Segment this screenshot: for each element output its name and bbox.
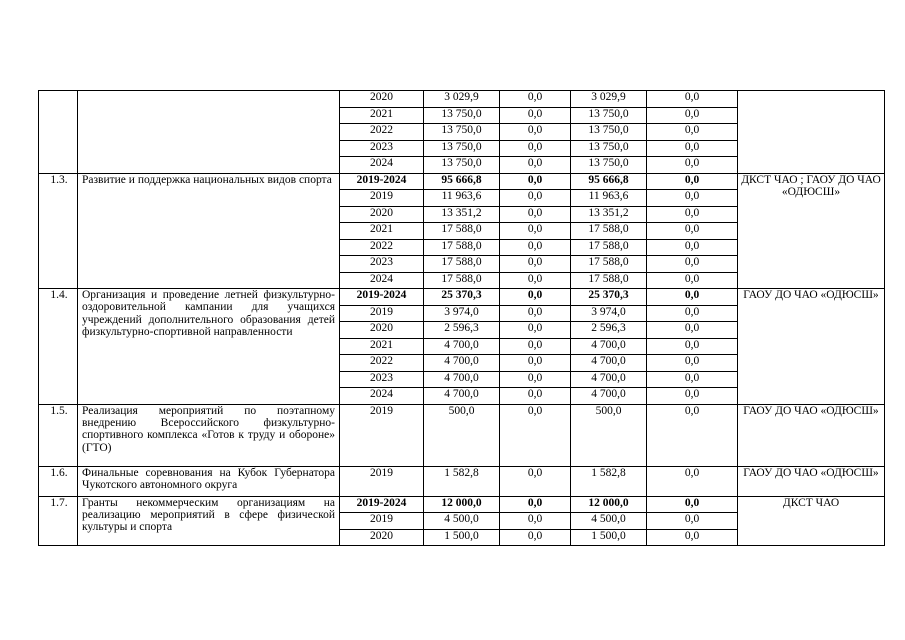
cell-federal: 0,0 xyxy=(500,223,571,240)
cell-year: 2022 xyxy=(340,239,424,256)
cell-total: 17 588,0 xyxy=(424,256,500,273)
cell-year: 2019-2024 xyxy=(340,496,424,513)
cell-federal: 0,0 xyxy=(500,322,571,339)
cell-year: 2019 xyxy=(340,404,424,466)
cell-responsible: ДКСТ ЧАО ; ГАОУ ДО ЧАО «ОДЮСШ» xyxy=(738,173,885,289)
cell-total: 2 596,3 xyxy=(424,322,500,339)
cell-federal: 0,0 xyxy=(500,305,571,322)
cell-other: 0,0 xyxy=(647,305,738,322)
cell-total: 17 588,0 xyxy=(424,223,500,240)
cell-year: 2022 xyxy=(340,355,424,372)
cell-activity-name: Развитие и поддержка национальных видов спорта xyxy=(78,173,340,289)
cell-federal: 0,0 xyxy=(500,388,571,405)
table-row xyxy=(39,289,885,306)
cell-federal: 0,0 xyxy=(500,466,571,496)
table-row xyxy=(39,173,885,190)
cell-total: 1 500,0 xyxy=(424,529,500,546)
cell-total: 13 750,0 xyxy=(424,124,500,141)
cell-other: 0,0 xyxy=(647,529,738,546)
cell-year: 2024 xyxy=(340,272,424,289)
cell-year: 2023 xyxy=(340,371,424,388)
cell-number: 1.5. xyxy=(39,404,78,466)
cell-regional: 13 351,2 xyxy=(571,206,647,223)
cell-activity-name: Реализация мероприятий по поэтапному внедрению Всероссийского физкультурно-спортивного комплекса «Готов к труду и обороне» (ГТО) xyxy=(78,404,340,466)
cell-federal: 0,0 xyxy=(500,124,571,141)
cell-year: 2019 xyxy=(340,305,424,322)
cell-year: 2020 xyxy=(340,206,424,223)
cell-federal: 0,0 xyxy=(500,404,571,466)
cell-federal: 0,0 xyxy=(500,371,571,388)
cell-total: 4 700,0 xyxy=(424,371,500,388)
cell-activity-name: Финальные соревнования на Кубок Губернатора Чукотского автономного округа xyxy=(78,466,340,496)
table-row xyxy=(39,496,885,513)
cell-year: 2019 xyxy=(340,466,424,496)
cell-year: 2020 xyxy=(340,529,424,546)
cell-other: 0,0 xyxy=(647,513,738,530)
cell-other: 0,0 xyxy=(647,140,738,157)
cell-total: 95 666,8 xyxy=(424,173,500,190)
cell-year: 2022 xyxy=(340,124,424,141)
cell-total: 500,0 xyxy=(424,404,500,466)
cell-total: 12 000,0 xyxy=(424,496,500,513)
cell-year: 2021 xyxy=(340,338,424,355)
cell-total: 4 700,0 xyxy=(424,338,500,355)
cell-number: 1.7. xyxy=(39,496,78,546)
cell-other: 0,0 xyxy=(647,239,738,256)
cell-regional: 13 750,0 xyxy=(571,107,647,124)
cell-total: 13 750,0 xyxy=(424,140,500,157)
cell-other: 0,0 xyxy=(647,173,738,190)
cell-regional: 13 750,0 xyxy=(571,140,647,157)
cell-federal: 0,0 xyxy=(500,206,571,223)
cell-activity-name: Организация и проведение летней физкультурно-оздоровительной кампании для учащихся учреждений дополнительного образования детей физкультурно-спортивной направленности xyxy=(78,289,340,405)
cell-federal: 0,0 xyxy=(500,496,571,513)
cell-year: 2019-2024 xyxy=(340,173,424,190)
cell-total: 13 750,0 xyxy=(424,157,500,174)
cell-total: 3 974,0 xyxy=(424,305,500,322)
cell-regional: 13 750,0 xyxy=(571,157,647,174)
cell-other: 0,0 xyxy=(647,256,738,273)
cell-other: 0,0 xyxy=(647,388,738,405)
cell-total: 25 370,3 xyxy=(424,289,500,306)
cell-federal: 0,0 xyxy=(500,355,571,372)
cell-activity-name: Гранты некоммерческим организациям на реализацию мероприятий в сфере физической культуры и спорта xyxy=(78,496,340,546)
cell-total: 17 588,0 xyxy=(424,239,500,256)
cell-regional: 4 700,0 xyxy=(571,355,647,372)
cell-other: 0,0 xyxy=(647,206,738,223)
cell-total: 4 500,0 xyxy=(424,513,500,530)
cell-other: 0,0 xyxy=(647,124,738,141)
table-row xyxy=(39,404,885,466)
cell-federal: 0,0 xyxy=(500,140,571,157)
cell-regional: 500,0 xyxy=(571,404,647,466)
cell-year: 2019-2024 xyxy=(340,289,424,306)
cell-other: 0,0 xyxy=(647,322,738,339)
table-row xyxy=(39,466,885,496)
cell-total: 13 750,0 xyxy=(424,107,500,124)
cell-regional: 1 500,0 xyxy=(571,529,647,546)
cell-other: 0,0 xyxy=(647,371,738,388)
cell-regional: 1 582,8 xyxy=(571,466,647,496)
cell-regional: 4 700,0 xyxy=(571,371,647,388)
cell-responsible: ГАОУ ДО ЧАО «ОДЮСШ» xyxy=(738,404,885,466)
cell-other: 0,0 xyxy=(647,157,738,174)
cell-activity-name xyxy=(78,91,340,174)
cell-number: 1.3. xyxy=(39,173,78,289)
cell-year: 2020 xyxy=(340,91,424,108)
cell-total: 3 029,9 xyxy=(424,91,500,108)
cell-other: 0,0 xyxy=(647,355,738,372)
cell-regional: 12 000,0 xyxy=(571,496,647,513)
cell-federal: 0,0 xyxy=(500,272,571,289)
cell-federal: 0,0 xyxy=(500,513,571,530)
cell-regional: 3 029,9 xyxy=(571,91,647,108)
cell-other: 0,0 xyxy=(647,190,738,207)
cell-federal: 0,0 xyxy=(500,173,571,190)
cell-regional: 3 974,0 xyxy=(571,305,647,322)
cell-other: 0,0 xyxy=(647,223,738,240)
cell-federal: 0,0 xyxy=(500,107,571,124)
budget-table xyxy=(38,90,885,546)
cell-year: 2023 xyxy=(340,256,424,273)
cell-responsible: ДКСТ ЧАО xyxy=(738,496,885,546)
cell-other: 0,0 xyxy=(647,466,738,496)
cell-regional: 4 700,0 xyxy=(571,338,647,355)
cell-number: 1.4. xyxy=(39,289,78,405)
cell-year: 2023 xyxy=(340,140,424,157)
cell-federal: 0,0 xyxy=(500,157,571,174)
cell-federal: 0,0 xyxy=(500,239,571,256)
cell-year: 2024 xyxy=(340,157,424,174)
cell-year: 2020 xyxy=(340,322,424,339)
cell-regional: 25 370,3 xyxy=(571,289,647,306)
cell-federal: 0,0 xyxy=(500,256,571,273)
cell-regional: 4 700,0 xyxy=(571,388,647,405)
cell-federal: 0,0 xyxy=(500,91,571,108)
cell-year: 2021 xyxy=(340,107,424,124)
cell-year: 2019 xyxy=(340,190,424,207)
cell-total: 1 582,8 xyxy=(424,466,500,496)
cell-federal: 0,0 xyxy=(500,190,571,207)
cell-number: 1.6. xyxy=(39,466,78,496)
cell-responsible: ГАОУ ДО ЧАО «ОДЮСШ» xyxy=(738,466,885,496)
cell-regional: 4 500,0 xyxy=(571,513,647,530)
cell-year: 2019 xyxy=(340,513,424,530)
cell-federal: 0,0 xyxy=(500,289,571,306)
cell-regional: 17 588,0 xyxy=(571,272,647,289)
cell-number xyxy=(39,91,78,174)
cell-federal: 0,0 xyxy=(500,529,571,546)
cell-total: 17 588,0 xyxy=(424,272,500,289)
cell-other: 0,0 xyxy=(647,338,738,355)
cell-other: 0,0 xyxy=(647,272,738,289)
cell-responsible xyxy=(738,91,885,174)
cell-regional: 17 588,0 xyxy=(571,239,647,256)
cell-total: 11 963,6 xyxy=(424,190,500,207)
cell-total: 4 700,0 xyxy=(424,355,500,372)
cell-year: 2021 xyxy=(340,223,424,240)
cell-federal: 0,0 xyxy=(500,338,571,355)
cell-other: 0,0 xyxy=(647,404,738,466)
cell-total: 4 700,0 xyxy=(424,388,500,405)
cell-regional: 2 596,3 xyxy=(571,322,647,339)
cell-other: 0,0 xyxy=(647,496,738,513)
cell-other: 0,0 xyxy=(647,91,738,108)
cell-regional: 17 588,0 xyxy=(571,223,647,240)
cell-total: 13 351,2 xyxy=(424,206,500,223)
cell-responsible: ГАОУ ДО ЧАО «ОДЮСШ» xyxy=(738,289,885,405)
cell-regional: 11 963,6 xyxy=(571,190,647,207)
cell-regional: 95 666,8 xyxy=(571,173,647,190)
cell-regional: 13 750,0 xyxy=(571,124,647,141)
cell-year: 2024 xyxy=(340,388,424,405)
table-row xyxy=(39,91,885,108)
cell-regional: 17 588,0 xyxy=(571,256,647,273)
cell-other: 0,0 xyxy=(647,107,738,124)
cell-other: 0,0 xyxy=(647,289,738,306)
